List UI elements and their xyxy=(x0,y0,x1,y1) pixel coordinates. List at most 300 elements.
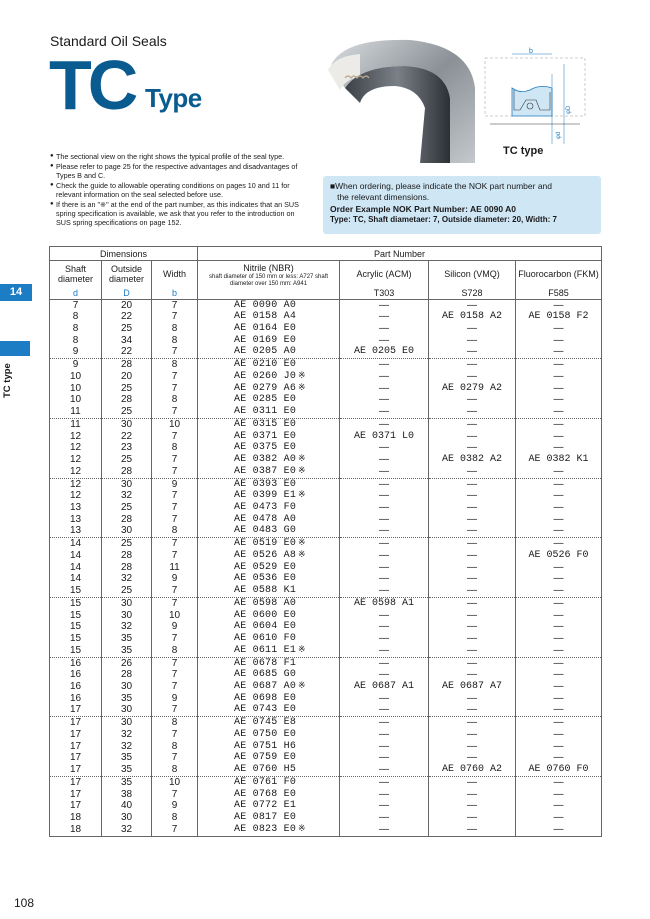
nbr-part-number: AE 0399 E1 xyxy=(234,490,297,502)
nbr-part-number: AE 0311 E0 xyxy=(234,406,297,418)
nbr-part-number: AE 0285 E0 xyxy=(234,394,297,406)
cell-acm: — xyxy=(340,383,429,395)
cell-width: 8 xyxy=(152,335,198,347)
cell-width: 7 xyxy=(152,729,198,741)
nbr-part-number: AE 0519 E0 xyxy=(234,538,297,550)
cell-width: 7 xyxy=(152,299,198,311)
cell-outside-diameter: 25 xyxy=(102,502,152,514)
table-row xyxy=(50,466,602,478)
cell-fkm: — xyxy=(516,693,602,705)
cell-width: 8 xyxy=(152,525,198,537)
cell-nbr xyxy=(198,394,340,406)
cell-outside-diameter: 30 xyxy=(102,717,152,729)
cell-outside-diameter: 25 xyxy=(102,454,152,466)
cell-fkm: — xyxy=(516,442,602,454)
nbr-part-number: AE 0604 E0 xyxy=(234,621,297,633)
cell-fkm: — xyxy=(516,752,602,764)
section-marker xyxy=(0,341,30,356)
cell-shaft-diameter: 12 xyxy=(50,466,102,478)
cell-shaft-diameter: 10 xyxy=(50,371,102,383)
nbr-part-number: AE 0745 E8 xyxy=(234,717,297,729)
cell-outside-diameter: 25 xyxy=(102,538,152,550)
cell-acm: — xyxy=(340,824,429,836)
sus-spring-mark: ※ xyxy=(298,549,306,560)
cell-vmq: — xyxy=(429,418,516,430)
cell-vmq: — xyxy=(429,538,516,550)
cell-nbr xyxy=(198,466,340,478)
cell-nbr xyxy=(198,729,340,741)
cell-nbr xyxy=(198,442,340,454)
cell-width: 7 xyxy=(152,633,198,645)
cell-fkm: — xyxy=(516,633,602,645)
cell-shaft-diameter: 8 xyxy=(50,323,102,335)
cell-outside-diameter: 28 xyxy=(102,359,152,371)
cell-fkm: — xyxy=(516,406,602,418)
sus-spring-mark: ※ xyxy=(298,538,306,549)
note-item: ● Check the guide to allowable operating conditions on pages 10 and 11 for relevant information on the seal selected before use. xyxy=(50,181,308,199)
title-suffix: Type xyxy=(145,83,202,113)
cell-vmq: — xyxy=(429,597,516,609)
cell-outside-diameter: 25 xyxy=(102,323,152,335)
cell-vmq: — xyxy=(429,550,516,562)
table-row xyxy=(50,383,602,395)
cell-width: 7 xyxy=(152,311,198,323)
nbr-part-number: AE 0817 E0 xyxy=(234,812,297,824)
cell-outside-diameter: 35 xyxy=(102,645,152,657)
cell-vmq: — xyxy=(429,406,516,418)
cell-fkm: — xyxy=(516,573,602,585)
order-example-detail: Type: TC, Shaft diametaer: 7, Outside diameter: 20, Width: 7 xyxy=(330,214,557,224)
cell-outside-diameter: 35 xyxy=(102,776,152,788)
cell-nbr xyxy=(198,657,340,669)
table-row xyxy=(50,525,602,537)
table-row xyxy=(50,800,602,812)
header-width: Width xyxy=(152,261,198,288)
cell-shaft-diameter: 12 xyxy=(50,478,102,490)
cell-width: 7 xyxy=(152,681,198,693)
cell-fkm: — xyxy=(516,359,602,371)
cell-fkm: — xyxy=(516,299,602,311)
note-item: ● Please refer to page 25 for the respective advantages and disadvantages of Types B and C. xyxy=(50,162,308,180)
cell-shaft-diameter: 18 xyxy=(50,812,102,824)
cell-width: 8 xyxy=(152,359,198,371)
cell-acm: — xyxy=(340,789,429,801)
cell-width: 7 xyxy=(152,466,198,478)
nbr-part-number: AE 0678 F1 xyxy=(234,657,297,669)
nbr-part-number: AE 0279 A6 xyxy=(234,382,297,394)
table-row xyxy=(50,764,602,776)
cell-shaft-diameter: 10 xyxy=(50,383,102,395)
cell-acm: — xyxy=(340,466,429,478)
cell-vmq: — xyxy=(429,812,516,824)
cell-fkm: — xyxy=(516,776,602,788)
cell-nbr xyxy=(198,597,340,609)
nbr-part-number: AE 0158 A4 xyxy=(234,311,297,323)
cell-outside-diameter: 30 xyxy=(102,478,152,490)
nbr-part-number: AE 0750 E0 xyxy=(234,728,297,740)
table-row xyxy=(50,311,602,323)
sus-spring-mark: ※ xyxy=(298,644,306,655)
cell-nbr xyxy=(198,812,340,824)
table-row xyxy=(50,562,602,574)
cell-outside-diameter: 32 xyxy=(102,824,152,836)
cell-shaft-diameter: 17 xyxy=(50,776,102,788)
cell-acm: — xyxy=(340,538,429,550)
dim-d-label: φd xyxy=(556,131,562,139)
cell-nbr xyxy=(198,538,340,550)
cell-acm: — xyxy=(340,800,429,812)
table-row xyxy=(50,717,602,729)
cell-shaft-diameter: 17 xyxy=(50,717,102,729)
cell-acm: — xyxy=(340,335,429,347)
cell-acm: AE 0687 A1 xyxy=(340,681,429,693)
cell-shaft-diameter: 12 xyxy=(50,431,102,443)
cell-outside-diameter: 22 xyxy=(102,346,152,358)
page-title xyxy=(49,46,219,124)
cell-fkm: — xyxy=(516,514,602,526)
nbr-part-number: AE 0315 E0 xyxy=(234,418,297,430)
cell-fkm: AE 0382 K1 xyxy=(516,454,602,466)
cell-shaft-diameter: 14 xyxy=(50,562,102,574)
cell-shaft-diameter: 15 xyxy=(50,621,102,633)
cell-shaft-diameter: 17 xyxy=(50,704,102,716)
page-subtitle: Standard Oil Seals xyxy=(50,33,167,49)
cell-vmq: — xyxy=(429,657,516,669)
cell-nbr xyxy=(198,454,340,466)
table-row xyxy=(50,812,602,824)
cell-shaft-diameter: 8 xyxy=(50,311,102,323)
cell-vmq: — xyxy=(429,478,516,490)
nbr-part-number: AE 0610 F0 xyxy=(234,633,297,645)
table-row xyxy=(50,693,602,705)
cell-outside-diameter: 30 xyxy=(102,418,152,430)
cell-width: 8 xyxy=(152,645,198,657)
cell-fkm: — xyxy=(516,800,602,812)
table-row xyxy=(50,394,602,406)
cell-nbr xyxy=(198,514,340,526)
cell-fkm: — xyxy=(516,562,602,574)
cell-shaft-diameter: 17 xyxy=(50,729,102,741)
table-row xyxy=(50,418,602,430)
header-nbr-note: shaft diameter of 150 mm or less: A727 shaft diameter over 150 mm: A941 xyxy=(209,274,329,287)
cell-vmq: AE 0382 A2 xyxy=(429,454,516,466)
cell-vmq: — xyxy=(429,573,516,585)
cell-nbr xyxy=(198,752,340,764)
cell-width: 7 xyxy=(152,371,198,383)
table-row xyxy=(50,776,602,788)
cell-vmq: — xyxy=(429,371,516,383)
cell-vmq: — xyxy=(429,442,516,454)
cell-shaft-diameter: 15 xyxy=(50,597,102,609)
cell-shaft-diameter: 10 xyxy=(50,394,102,406)
cell-vmq: — xyxy=(429,394,516,406)
table-row xyxy=(50,550,602,562)
cell-outside-diameter: 22 xyxy=(102,431,152,443)
cell-width: 7 xyxy=(152,383,198,395)
nbr-part-number: AE 0759 E0 xyxy=(234,752,297,764)
notes-list xyxy=(50,152,308,228)
nbr-part-number: AE 0526 A8 xyxy=(234,549,297,561)
table-row xyxy=(50,406,602,418)
cell-width: 7 xyxy=(152,824,198,836)
cell-width: 9 xyxy=(152,478,198,490)
table-row xyxy=(50,490,602,502)
cell-nbr xyxy=(198,562,340,574)
cell-width: 7 xyxy=(152,669,198,681)
nbr-part-number: AE 0260 J0 xyxy=(234,370,297,382)
nbr-part-number: AE 0382 A0 xyxy=(234,454,297,466)
cell-vmq: — xyxy=(429,776,516,788)
cell-vmq: — xyxy=(429,669,516,681)
cell-outside-diameter: 25 xyxy=(102,406,152,418)
cell-fkm: — xyxy=(516,597,602,609)
cell-vmq: — xyxy=(429,741,516,753)
cell-nbr xyxy=(198,573,340,585)
cell-width: 9 xyxy=(152,800,198,812)
cell-fkm: — xyxy=(516,346,602,358)
table-row xyxy=(50,824,602,836)
cell-width: 7 xyxy=(152,550,198,562)
cell-shaft-diameter: 13 xyxy=(50,514,102,526)
cell-width: 10 xyxy=(152,776,198,788)
cell-shaft-diameter: 17 xyxy=(50,764,102,776)
cell-acm: — xyxy=(340,704,429,716)
sus-spring-mark: ※ xyxy=(298,681,306,691)
cell-fkm: — xyxy=(516,717,602,729)
cell-vmq: — xyxy=(429,610,516,622)
cell-nbr xyxy=(198,525,340,537)
cell-width: 8 xyxy=(152,741,198,753)
cell-nbr xyxy=(198,418,340,430)
cell-vmq: AE 0760 A2 xyxy=(429,764,516,776)
cell-shaft-diameter: 15 xyxy=(50,610,102,622)
table-row xyxy=(50,299,602,311)
cell-nbr xyxy=(198,323,340,335)
cell-nbr xyxy=(198,371,340,383)
cell-width: 9 xyxy=(152,573,198,585)
header-dimensions: Dimensions xyxy=(50,247,198,261)
cell-width: 8 xyxy=(152,717,198,729)
nbr-part-number: AE 0169 E0 xyxy=(234,334,297,346)
cell-width: 7 xyxy=(152,514,198,526)
cell-vmq: — xyxy=(429,621,516,633)
cell-nbr xyxy=(198,741,340,753)
cell-fkm: AE 0526 F0 xyxy=(516,550,602,562)
cell-nbr xyxy=(198,693,340,705)
nbr-part-number: AE 0760 H5 xyxy=(234,764,297,776)
cell-shaft-diameter: 13 xyxy=(50,502,102,514)
cell-acm: AE 0598 A1 xyxy=(340,597,429,609)
cell-shaft-diameter: 9 xyxy=(50,359,102,371)
cell-fkm: — xyxy=(516,741,602,753)
cell-acm: AE 0371 L0 xyxy=(340,431,429,443)
cell-fkm: — xyxy=(516,669,602,681)
cell-outside-diameter: 32 xyxy=(102,729,152,741)
nbr-part-number: AE 0473 F0 xyxy=(234,501,297,513)
cell-outside-diameter: 30 xyxy=(102,525,152,537)
cell-shaft-diameter: 14 xyxy=(50,550,102,562)
cell-nbr xyxy=(198,669,340,681)
cell-nbr xyxy=(198,681,340,693)
cell-outside-diameter: 32 xyxy=(102,741,152,753)
cell-vmq: — xyxy=(429,514,516,526)
diagram-caption: TC type xyxy=(503,145,544,157)
cell-acm: — xyxy=(340,717,429,729)
cell-shaft-diameter: 16 xyxy=(50,657,102,669)
nbr-part-number: AE 0090 A0 xyxy=(234,299,297,311)
cell-vmq: — xyxy=(429,431,516,443)
nbr-part-number: AE 0478 A0 xyxy=(234,513,297,525)
cell-outside-diameter: 34 xyxy=(102,335,152,347)
nbr-part-number: AE 0598 A0 xyxy=(234,597,297,609)
header-vmq: Silicon (VMQ) xyxy=(429,261,516,288)
cell-width: 9 xyxy=(152,621,198,633)
header-shaft: Shaft diameter xyxy=(50,261,102,288)
cell-shaft-diameter: 12 xyxy=(50,490,102,502)
table-row xyxy=(50,633,602,645)
cell-nbr xyxy=(198,299,340,311)
cell-nbr xyxy=(198,789,340,801)
dim-D-label: φD xyxy=(566,105,572,114)
cell-outside-diameter: 35 xyxy=(102,752,152,764)
page-number: 108 xyxy=(14,896,35,910)
cell-acm: — xyxy=(340,764,429,776)
sus-spring-mark: ※ xyxy=(298,454,306,465)
order-info-box xyxy=(323,176,601,234)
cell-vmq: AE 0687 A7 xyxy=(429,681,516,693)
seal-illustration xyxy=(300,28,480,168)
cell-acm: — xyxy=(340,406,429,418)
cell-fkm: — xyxy=(516,383,602,395)
cell-shaft-diameter: 11 xyxy=(50,406,102,418)
cell-outside-diameter: 30 xyxy=(102,704,152,716)
cell-shaft-diameter: 12 xyxy=(50,442,102,454)
cell-fkm: — xyxy=(516,394,602,406)
cell-outside-diameter: 32 xyxy=(102,621,152,633)
sus-spring-mark: ※ xyxy=(298,465,306,476)
nbr-part-number: AE 0536 E0 xyxy=(234,573,297,585)
cell-shaft-diameter: 9 xyxy=(50,346,102,358)
cell-fkm: — xyxy=(516,490,602,502)
table-row xyxy=(50,478,602,490)
cell-outside-diameter: 28 xyxy=(102,562,152,574)
cell-acm: — xyxy=(340,490,429,502)
cell-fkm: — xyxy=(516,335,602,347)
cell-vmq: — xyxy=(429,585,516,597)
table-row xyxy=(50,789,602,801)
cell-outside-diameter: 28 xyxy=(102,550,152,562)
cell-outside-diameter: 28 xyxy=(102,514,152,526)
chapter-tab: 14 xyxy=(0,284,32,301)
cell-shaft-diameter: 13 xyxy=(50,525,102,537)
cell-shaft-diameter: 14 xyxy=(50,573,102,585)
table-row xyxy=(50,335,602,347)
nbr-part-number: AE 0751 H6 xyxy=(234,740,297,752)
cell-outside-diameter: 35 xyxy=(102,764,152,776)
cell-fkm: — xyxy=(516,812,602,824)
cell-shaft-diameter: 8 xyxy=(50,335,102,347)
cell-acm: — xyxy=(340,442,429,454)
cell-shaft-diameter: 7 xyxy=(50,299,102,311)
table-row xyxy=(50,346,602,358)
cell-nbr xyxy=(198,585,340,597)
cell-vmq: — xyxy=(429,525,516,537)
cell-acm: — xyxy=(340,359,429,371)
cell-outside-diameter: 25 xyxy=(102,585,152,597)
nbr-part-number: AE 0483 G0 xyxy=(234,525,297,537)
cell-fkm: — xyxy=(516,704,602,716)
nbr-part-number: AE 0393 E0 xyxy=(234,478,297,490)
nbr-part-number: AE 0205 A0 xyxy=(234,346,297,358)
cell-nbr xyxy=(198,764,340,776)
cell-acm: — xyxy=(340,311,429,323)
table-row xyxy=(50,681,602,693)
note-item: ● If there is an "※" at the end of the part number, as this indicates that an SUS spring specification is available, we ask that you refer to the introduction on SUS spring specifications on page 152. xyxy=(50,200,308,227)
cell-width: 7 xyxy=(152,657,198,669)
cell-vmq: — xyxy=(429,704,516,716)
cell-width: 8 xyxy=(152,764,198,776)
cell-width: 7 xyxy=(152,585,198,597)
sus-spring-mark: ※ xyxy=(298,382,306,393)
nbr-part-number: AE 0375 E0 xyxy=(234,442,297,454)
sus-spring-mark: ※ xyxy=(298,370,306,381)
cell-fkm: — xyxy=(516,431,602,443)
nbr-part-number: AE 0387 E0 xyxy=(234,465,297,477)
cell-acm: — xyxy=(340,633,429,645)
cell-vmq: AE 0158 A2 xyxy=(429,311,516,323)
cell-acm: — xyxy=(340,573,429,585)
cell-nbr xyxy=(198,824,340,836)
cell-outside-diameter: 32 xyxy=(102,490,152,502)
nbr-part-number: AE 0698 E0 xyxy=(234,692,297,704)
table-row xyxy=(50,454,602,466)
cell-acm: — xyxy=(340,323,429,335)
nbr-part-number: AE 0600 E0 xyxy=(234,609,297,621)
cell-width: 7 xyxy=(152,538,198,550)
cell-fkm: — xyxy=(516,789,602,801)
cell-fkm: — xyxy=(516,418,602,430)
cell-acm: — xyxy=(340,454,429,466)
cell-width: 7 xyxy=(152,789,198,801)
cell-outside-diameter: 30 xyxy=(102,610,152,622)
table-row xyxy=(50,610,602,622)
order-example: Order Example NOK Part Number: AE 0090 A0 xyxy=(330,204,516,214)
cell-acm: — xyxy=(340,621,429,633)
table-row xyxy=(50,538,602,550)
cell-acm: — xyxy=(340,812,429,824)
cell-acm: — xyxy=(340,776,429,788)
cell-acm: — xyxy=(340,418,429,430)
cell-acm: — xyxy=(340,693,429,705)
cell-acm: — xyxy=(340,562,429,574)
order-line: ■When ordering, please indicate the NOK part number and xyxy=(330,181,553,191)
header-part-number: Part Number xyxy=(198,247,602,261)
header-shaft-sym: d xyxy=(50,287,102,299)
header-acm: Acrylic (ACM) xyxy=(340,261,429,288)
cell-acm: — xyxy=(340,394,429,406)
nbr-part-number: AE 0768 E0 xyxy=(234,788,297,800)
sus-spring-mark: ※ xyxy=(298,490,306,501)
cell-shaft-diameter: 17 xyxy=(50,752,102,764)
cell-vmq: — xyxy=(429,299,516,311)
cell-acm: — xyxy=(340,610,429,622)
cell-nbr xyxy=(198,776,340,788)
cell-nbr xyxy=(198,704,340,716)
cell-vmq: AE 0279 A2 xyxy=(429,383,516,395)
cell-nbr xyxy=(198,335,340,347)
cell-shaft-diameter: 16 xyxy=(50,669,102,681)
cell-nbr xyxy=(198,550,340,562)
